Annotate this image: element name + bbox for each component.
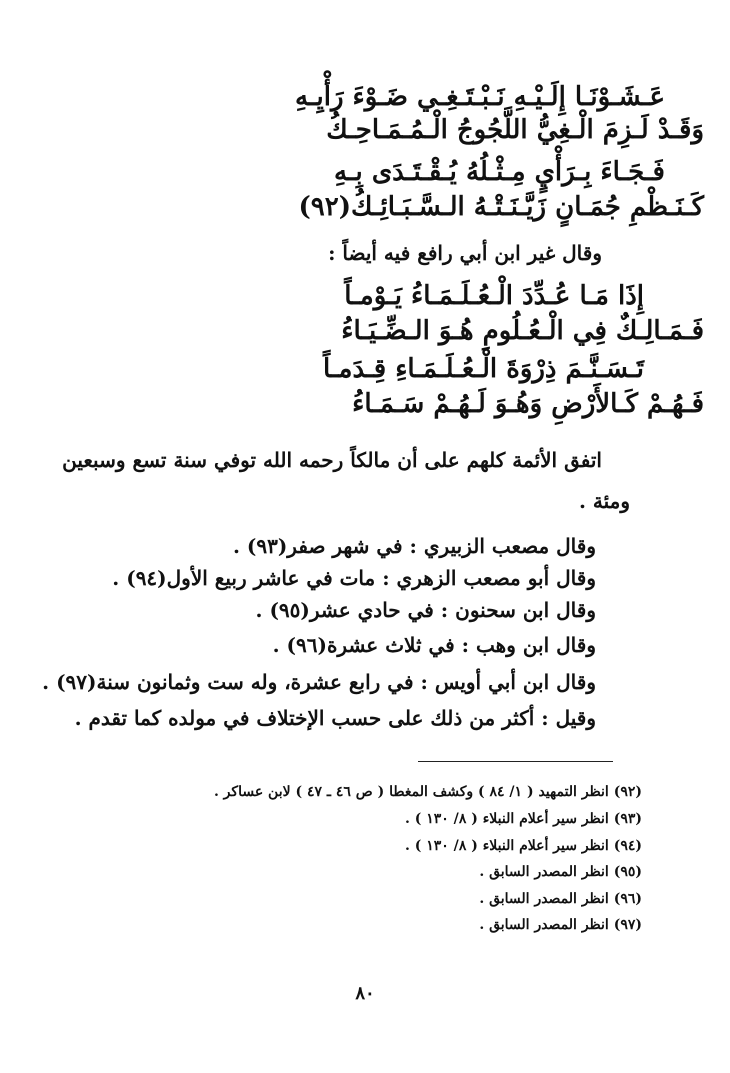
footnote-divider xyxy=(418,761,613,762)
footnote-96: (٩٦) انظر المصدر السابق . xyxy=(479,891,642,907)
quote-line-1: وقال مصعب الزبيري : في شهر صفر(٩٣) . xyxy=(232,534,596,558)
poem1-line-2: وَقَـدْ لَـزِمَ الْـغِيُّ اللَّجُوجُ الْـمُـمَـاحِـكُ xyxy=(326,115,704,145)
footnote-92: (٩٢) انظر التمهيد ( ١/ ٨٤ ) وكشف المغطا ( ص ٤٦ ـ ٤٧ ) لابن عساكر . xyxy=(213,784,642,800)
poem1-line-4: كَـنَـظْمِ جُمَـانٍ زَيَّـنَـتْـهُ الـسَّـبَـائِـكُ(٩٢) xyxy=(298,192,704,222)
poem2-line-3: تَـسَـنَّـمَ ذِرْوَةَ الْـعُـلَـمَـاءِ قِـدَمـاً xyxy=(322,354,644,384)
footnote-94: (٩٤) انظر سير أعلام النبلاء ( ٨/ ١٣٠ ) . xyxy=(405,838,642,854)
poem2-line-1: إِذَا مَـا عُـدِّدَ الْـعُـلَـمَـاءُ يَـوْمـاً xyxy=(344,281,644,311)
footnote-95: (٩٥) انظر المصدر السابق . xyxy=(479,864,642,880)
quote-line-4: وقال ابن وهب : في ثلاث عشرة(٩٦) . xyxy=(272,633,596,657)
footnote-93: (٩٣) انظر سير أعلام النبلاء ( ٨/ ١٣٠ ) . xyxy=(405,811,642,827)
page-number: ٨٠ xyxy=(355,983,375,1004)
footnote-97: (٩٧) انظر المصدر السابق . xyxy=(479,917,642,933)
quote-line-3: وقال ابن سحنون : في حادي عشر(٩٥) . xyxy=(255,598,596,622)
poem1-line-1: عَـشَـوْنَـا إِلَـيْـهِ نَـبْـتَـغِـي ضَـوْءَ رَأْيِـهِ xyxy=(294,82,665,112)
poem2-line-2: فَـمَـالِـكٌ فِي الْـعُـلُومِ هُـوَ الـضِّـيَـاءُ xyxy=(341,316,704,346)
poem2-line-4: فَـهُـمْ كَـالأَرْضِ وَهُـوَ لَـهُـمْ سَـمَـاءُ xyxy=(352,389,704,419)
quote-line-6: وقيل : أكثر من ذلك على حسب الإختلاف في مولده كما تقدم . xyxy=(74,706,596,730)
poem2-intro: وقال غير ابن أبي رافع فيه أيضاً : xyxy=(328,241,602,265)
quote-line-2: وقال أبو مصعب الزهري : مات في عاشر ربيع الأول(٩٤) . xyxy=(112,566,596,590)
quote-line-5: وقال ابن أبي أويس : في رابع عشرة، وله ست وثمانون سنة(٩٧) . xyxy=(42,670,596,694)
paragraph-line-1: اتفق الأئمة كلهم على أن مالكاً رحمه الله توفي سنة تسع وسبعين xyxy=(62,448,602,472)
poem1-line-3: فَـجَـاءَ بِـرَأْيٍ مِـثْـلُهُ يُـقْـتَـدَى بِـهِ xyxy=(333,157,665,187)
paragraph-line-2: ومئة . xyxy=(578,489,630,513)
